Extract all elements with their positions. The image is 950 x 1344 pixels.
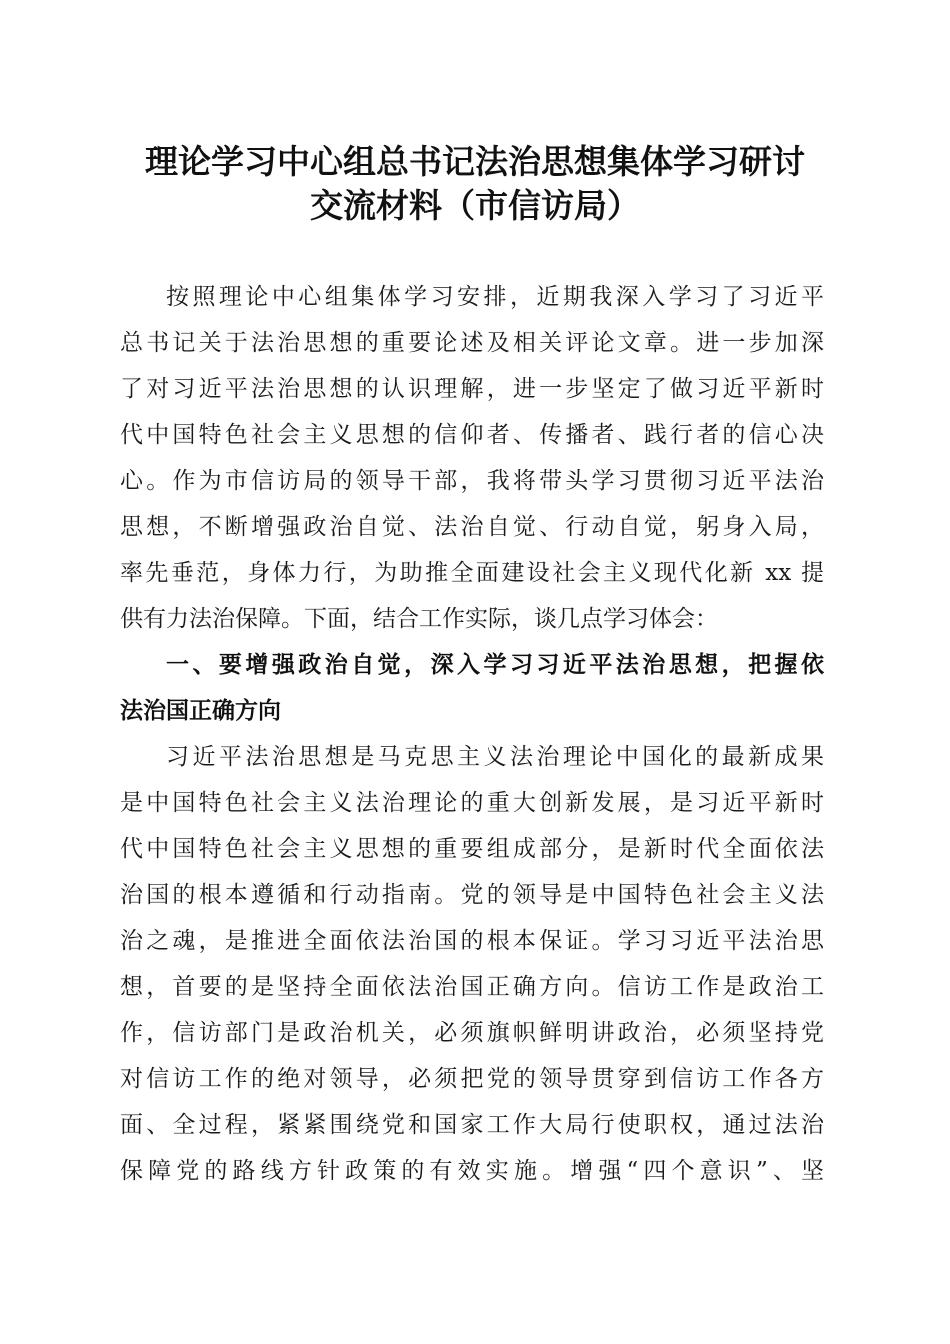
section-heading-1-line: 法治国正确方向 — [120, 698, 281, 724]
paragraph-2-line: 作，信访部门是政治机关，必须旗帜鲜明讲政治，必须坚持党 — [120, 1020, 824, 1046]
paragraph-2-line: 代中国特色社会主义思想的重要组成部分，是新时代全面依法 — [120, 836, 824, 862]
paragraph-2-line: 想，首要的是坚持全面依法治国正确方向。信访工作是政治工 — [120, 974, 824, 1000]
paragraph-1-line: 总书记关于法治思想的重要论述及相关评论文章。进一步加深 — [120, 330, 824, 356]
paragraph-2-line: 习近平法治思想是马克思主义法治理论中国化的最新成果 — [166, 744, 824, 770]
section-heading-1-line: 一、要增强政治自觉，深入学习习近平法治思想，把握依 — [166, 652, 824, 678]
paragraph-1-line: 代中国特色社会主义思想的信仰者、传播者、践行者的信心决 — [120, 422, 824, 448]
paragraph-1-line: 按照理论中心组集体学习安排，近期我深入学习了习近平 — [166, 284, 824, 310]
paragraph-2-line: 保障党的路线方针政策的有效实施。增强“四个意识”、坚 — [120, 1158, 824, 1184]
paragraph-2-line: 面、全过程，紧紧围绕党和国家工作大局行使职权，通过法治 — [120, 1112, 824, 1138]
paragraph-1-line: 思想，不断增强政治自觉、法治自觉、行动自觉，躬身入局， — [120, 514, 824, 540]
paragraph-2-line: 对信访工作的绝对领导，必须把党的领导贯穿到信访工作各方 — [120, 1066, 824, 1092]
paragraph-2-line: 治之魂，是推进全面依法治国的根本保证。学习习近平法治思 — [120, 928, 824, 954]
document-title-line-2: 交流材料（市信访局） — [310, 186, 640, 225]
paragraph-1-line: 了对习近平法治思想的认识理解，进一步坚定了做习近平新时 — [120, 376, 824, 402]
paragraph-1-line: 率先垂范，身体力行，为助推全面建设社会主义现代化新 xx 提 — [120, 560, 824, 586]
paragraph-2-line: 治国的根本遵循和行动指南。党的领导是中国特色社会主义法 — [120, 882, 824, 908]
paragraph-2-line: 是中国特色社会主义法治理论的重大创新发展，是习近平新时 — [120, 790, 824, 816]
paragraph-1-line: 供有力法治保障。下面，结合工作实际，谈几点学习体会： — [120, 606, 718, 632]
document-title-line-1: 理论学习中心组总书记法治思想集体学习研讨 — [145, 142, 805, 181]
paragraph-1-line: 心。作为市信访局的领导干部，我将带头学习贯彻习近平法治 — [120, 468, 824, 494]
